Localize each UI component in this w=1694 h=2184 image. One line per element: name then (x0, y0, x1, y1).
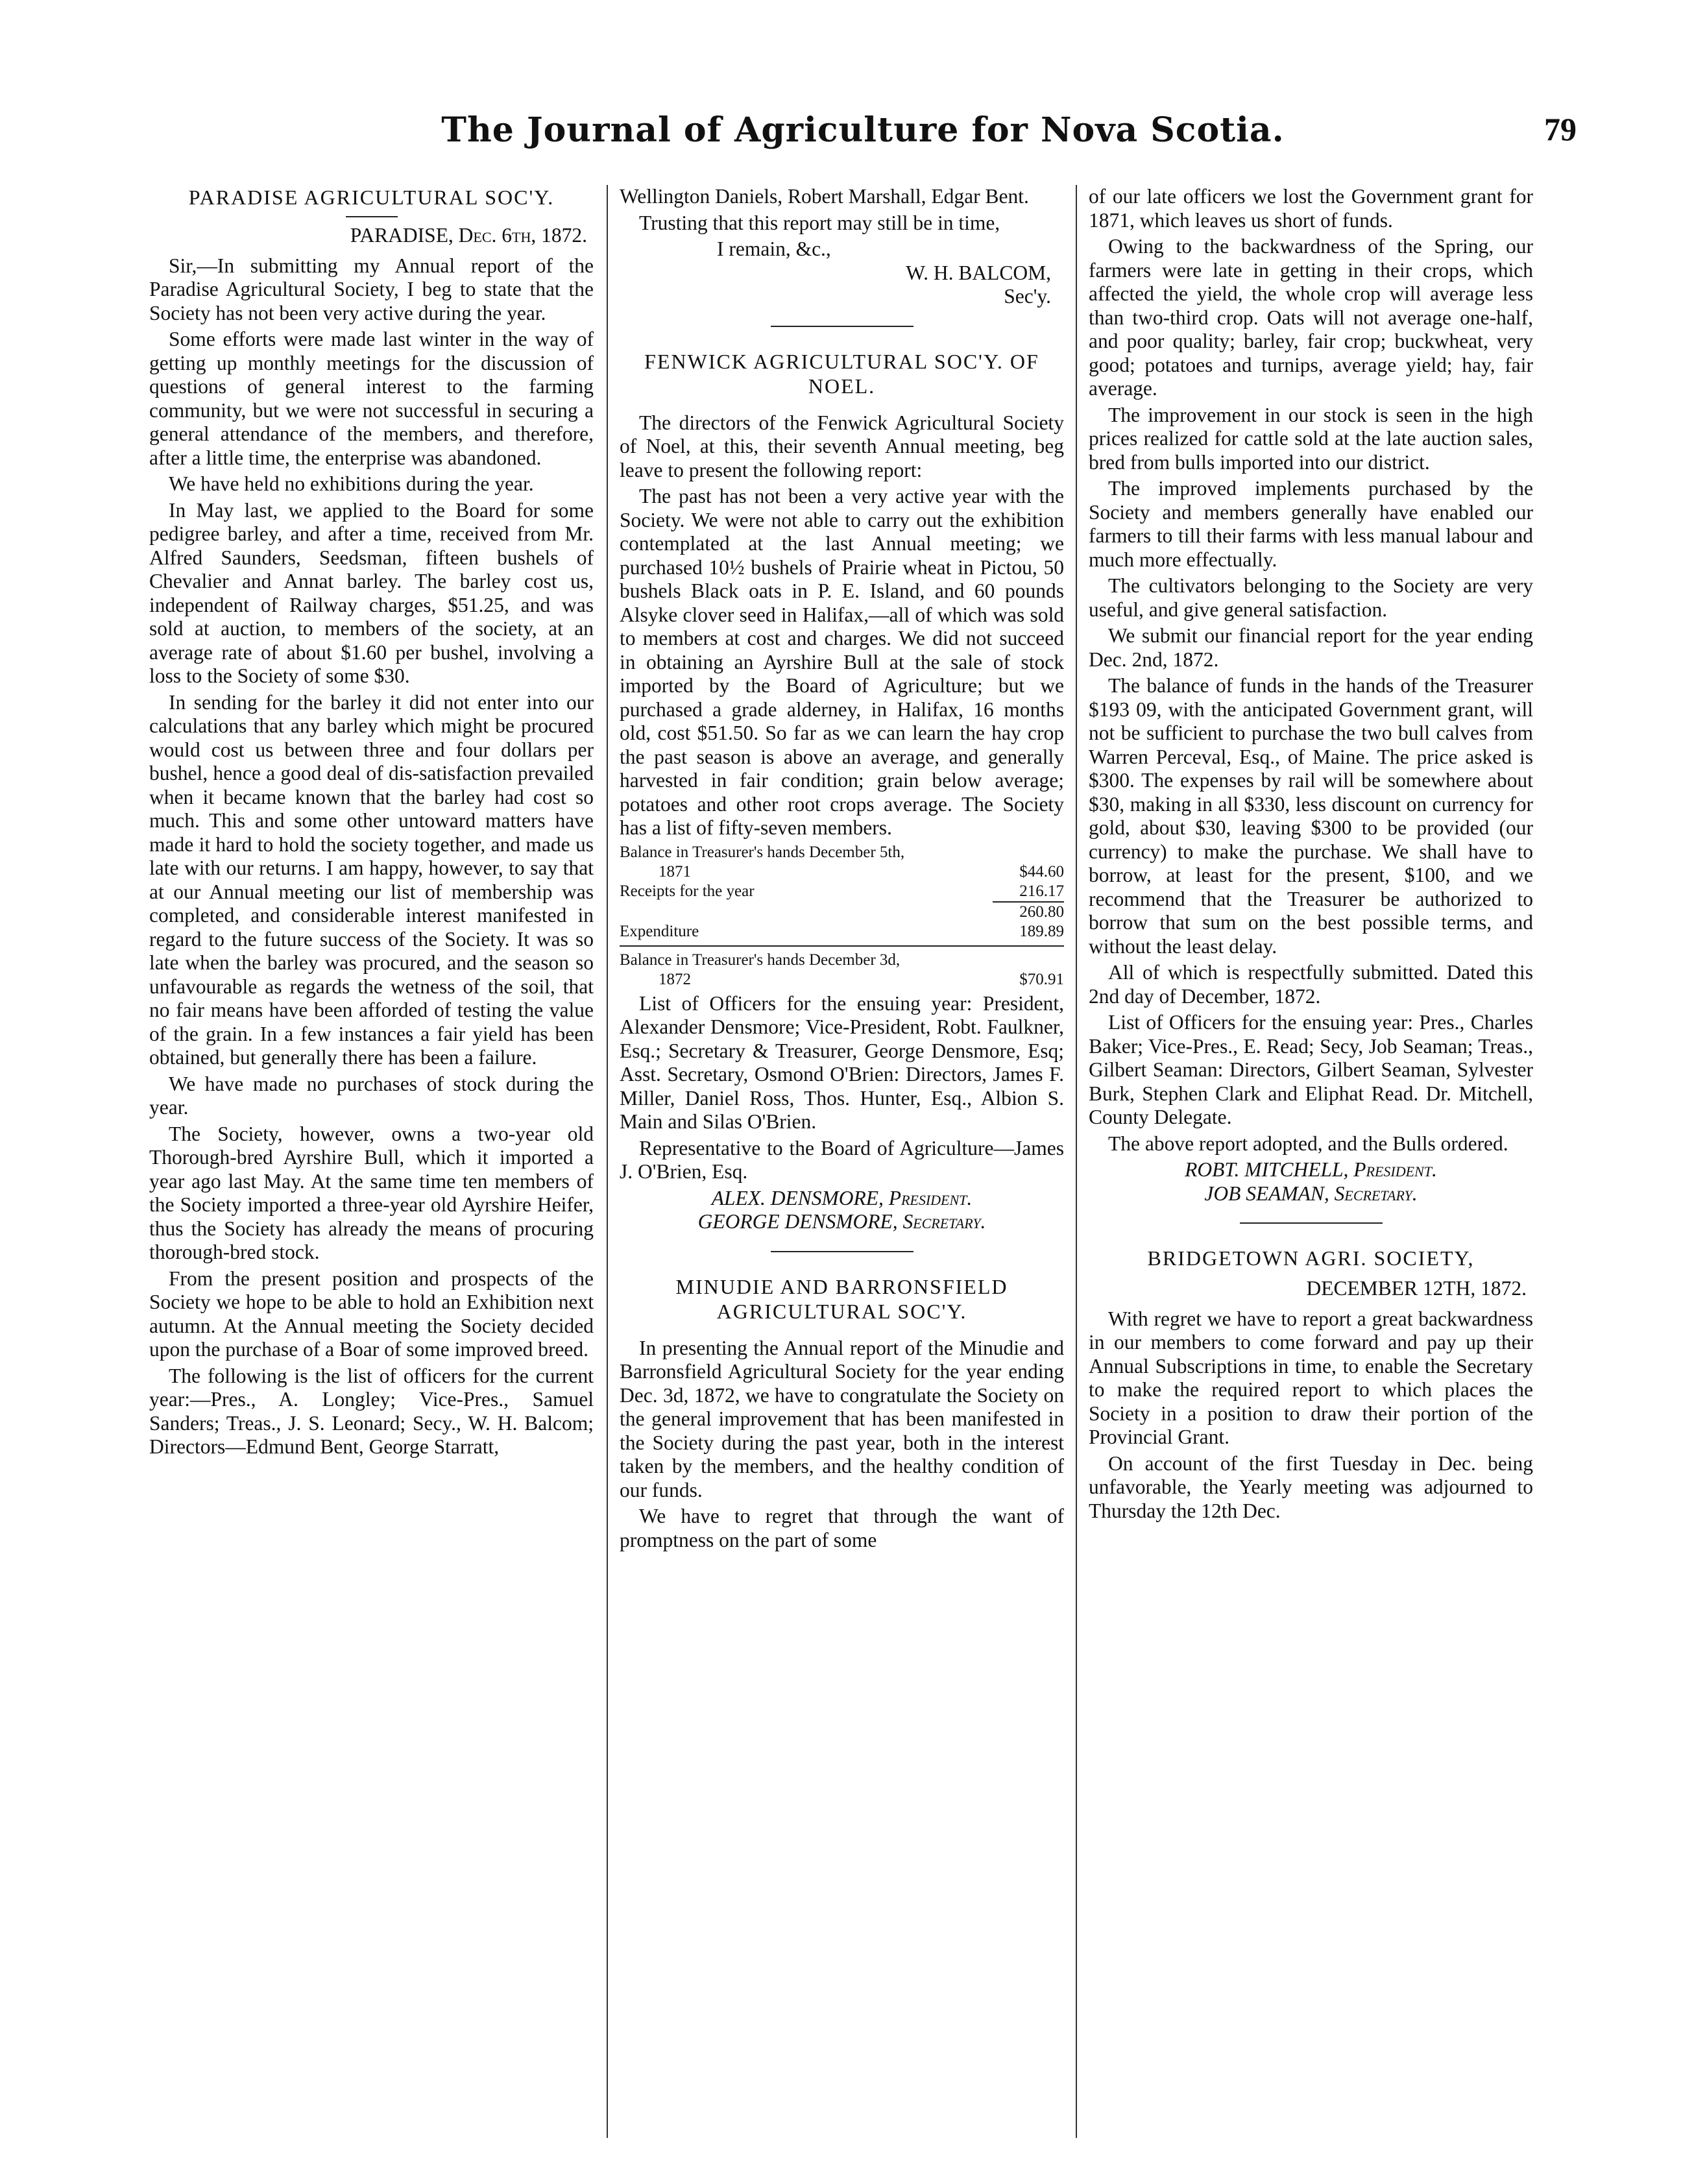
column-3 (1089, 185, 1533, 1525)
paragraph: We have made no purchases of stock during the year. (149, 1072, 594, 1119)
signature-secretary: GEORGE DENSMORE, Secretary. (697, 1210, 986, 1233)
paragraph: Wellington Daniels, Robert Marshall, Edgar Bent. (620, 185, 1029, 208)
paragraph: In sending for the barley it did not enter into our calculations that any barley which might be procured would cost us between three and four dollars per bushel, hence a good deal of dis-satisfaction prevailed when it became known that the barley had cost so much. This and some other untoward matters have made it hard to hold the society together, and made us late with our returns. I am happy, however, to say that at our Annual meeting our list of membership was completed, and considerable interest manifested in regard to the future success of the Society. It was so late when the barley was procured, and the season so unfavourable as regards the wetness of the soil, that no fair means have been afforded of testing the value of the grain. In a few instances a fair yield has been obtained, but generally there has been a failure. (149, 690, 594, 1069)
page-number: 79 (1544, 111, 1577, 147)
paragraph: With regret we have to report a great backwardness in our members to come forward and pay up their Annual Subscriptions in time, to enable the Secretary to make the required report to which places the Society in a position to draw their portion of the Provincial Grant. (1089, 1307, 1533, 1448)
paragraph: We submit our financial report for the year ending Dec. 2nd, 1872. (1089, 624, 1533, 671)
paragraph: From the present position and prospects of the Society we hope to be able to hold an Exhibition next autumn. At the Annual meeting the Society decided upon the purchase of a Boar of some improved breed. (149, 1267, 594, 1361)
paragraph: The past has not been a very active year with the Society. We were not able to carry out the exhibition contemplated at the last Annual meeting; we purchased 10½ bushels of Prairie wheat in Pictou, 50 bushels Black oats in P. E. Island, and 60 pounds Alsyke clover seed in Halifax,—all of which was sold to members at cost and charges. We did not succeed in obtaining an Ayrshire Bull at the sale of stock imported by the Board of Agriculture; but we purchased a grade alderney, in Halifax, 16 months old, cost $51.50. So far as we can learn the hay crop the past season is above an average, and generally harvested in fair condition; grain below average; potatoes and other root crops average. The Society has a list of fifty-seven members. (620, 485, 1064, 839)
signature-name: W. H. BALCOM, (906, 261, 1051, 284)
fin-year: 1871 (659, 862, 691, 880)
paragraph: The cultivators belonging to the Society are very useful, and give general satisfaction. (1089, 574, 1533, 621)
fin-amount: $44.60 (1019, 862, 1064, 880)
fin-row (620, 922, 1064, 941)
column-2 (620, 185, 1064, 1555)
dateline: PARADISE, Dec. 6th, 1872. (350, 224, 587, 247)
paragraph: The following is the list of officers for the current year:—Pres., A. Longley; Vice-Pres., Samuel Sanders; Treas., J. S. Leonard; Secy., W. H. Balcom; Directors—Edmund Bent, George Starratt, (149, 1364, 594, 1458)
fin-amount: 216.17 (1019, 882, 1064, 900)
fin-row (620, 882, 1064, 901)
paragraph: Some efforts were made last winter in the way of getting up monthly meetings for the discussion of questions of general interest to the farming community, but we were not successful in securing a general attendance of the members, and therefore, after a little time, the enterprise was abandoned. (149, 328, 594, 469)
paragraph: of our late officers we lost the Government grant for 1871, which leaves us short of funds. (1089, 185, 1533, 232)
fin-row (620, 862, 1064, 882)
signature-president: ROBT. MITCHELL, President. (1185, 1158, 1437, 1181)
paragraph: List of Officers for the ensuing year: President, Alexander Densmore; Vice-President, Robt. Faulkner, Esq.; Secretary & Treasurer, George Densmore, Esq; Asst. Secretary, Osmond O'Brien: Directors, James F. Miller, Daniel Ross, Thos. Hunter, Esq., Albion S. Main and Silas O'Brien. (620, 991, 1064, 1133)
fin-year: 1872 (659, 970, 691, 988)
paragraph: Representative to the Board of Agriculture—James J. O'Brien, Esq. (620, 1136, 1064, 1183)
section-heading-paradise: PARADISE AGRICULTURAL SOC'Y. (188, 186, 555, 209)
section-heading-fenwick: FENWICK AGRICULTURAL SOC'Y. OF NOEL. (644, 349, 1039, 398)
paragraph: The improvement in our stock is seen in the high prices realized for cattle sold at the late auction sales, bred from bulls imported into our district. (1089, 403, 1533, 474)
section-heading-minudie: MINUDIE AND BARRONSFIELD AGRICULTURAL SOC'Y. (675, 1274, 1008, 1323)
paragraph: We have to regret that through the want of promptness on the part of some (620, 1505, 1064, 1551)
paragraph: The directors of the Fenwick Agricultural Society of Noel, at this, their seventh Annual meeting, beg leave to present the following report: (620, 411, 1064, 481)
section-rule (771, 1251, 914, 1252)
signature-title: Sec'y. (1004, 285, 1051, 308)
fin-row (620, 970, 1064, 989)
fin-label: Balance in Treasurer's hands December 5th, (620, 843, 905, 861)
column-divider (1076, 185, 1077, 2138)
section-heading-bridgetown: BRIDGETOWN AGRI. SOCIETY, (1147, 1246, 1475, 1270)
paragraph: Trusting that this report may still be in time, (639, 211, 1000, 234)
column-divider (607, 185, 608, 2138)
paragraph: All of which is respectfully submitted. Dated this 2nd day of December, 1872. (1089, 961, 1533, 1008)
paragraph: We have held no exhibitions during the year. (169, 472, 534, 495)
paragraph: Owing to the backwardness of the Spring, our farmers were late in getting in their crops, which affected the yield, the whole crop will average less than two-third crop. Oats will not average one-half, and poor quality; barley, fair crop; buckwheat, very good; potatoes and turnips, average yield; hay, fair average. (1089, 235, 1533, 400)
fin-total: 260.80 (993, 901, 1064, 922)
fin-label: Receipts for the year (620, 882, 755, 900)
dateline: DECEMBER 12TH, 1872. (1306, 1277, 1527, 1300)
paragraph: On account of the first Tuesday in Dec. being unfavorable, the Yearly meeting was adjourned to Thursday the 12th Dec. (1089, 1451, 1533, 1522)
section-rule (771, 326, 914, 327)
paragraph: Sir,—In submitting my Annual report of the Paradise Agricultural Society, I beg to state that the Society has not been very active during the year. (149, 254, 594, 324)
signature-secretary: JOB SEAMAN, Secretary. (1204, 1182, 1418, 1205)
paragraph: In presenting the Annual report of the Minudie and Barronsfield Agricultural Society for the year ending Dec. 3d, 1872, we have to congratulate the Society on the general improvement that has been manifested in the Society during the past year, both in the interest taken by the members, and the healthy condition of our funds. (620, 1336, 1064, 1501)
paragraph: The above report adopted, and the Bulls ordered. (1108, 1132, 1508, 1155)
fin-label: Balance in Treasurer's hands December 3d, (620, 945, 1064, 970)
paragraph: List of Officers for the ensuing year: Pres., Charles Baker; Vice-Pres., E. Read; Secy, Job Seaman; Treas., Gilbert Seaman: Directors, Gilbert Seaman, Sylvester Burk, Stephen Clark and Eliphat Read. Dr. Mitchell, County Delegate. (1089, 1011, 1533, 1128)
fin-amount: 189.89 (1019, 922, 1064, 940)
financial-statement (620, 843, 1064, 989)
fin-amount: $70.91 (1019, 970, 1064, 988)
paragraph: In May last, we applied to the Board for some pedigree barley, and after a time, received from Mr. Alfred Saunders, Seedsman, fifteen bushels of Chevalier and Annat barley. The barley cost us, independent of Railway charges, $51.25, and was sold at auction, to members of the society, at an average rate of about $1.60 per bushel, involving a loss to the Society of some $30. (149, 498, 594, 687)
page-header (156, 110, 1577, 162)
fin-label: Expenditure (620, 922, 699, 940)
journal-title: The Journal of Agriculture for Nova Scotia. (441, 110, 1285, 150)
closing-remain: I remain, &c., (717, 237, 831, 260)
section-rule (1240, 1222, 1383, 1224)
signature-president: ALEX. DENSMORE, President. (711, 1186, 973, 1209)
paragraph: The Society, however, owns a two-year old Thorough-bred Ayrshire Bull, which it imported a year ago last May. At the same time ten members of the Society imported a three-year old Ayrshire Heifer, thus the Society has already the means of procuring thorough-bred stock. (149, 1122, 594, 1263)
paragraph: The improved implements purchased by the Society and members generally have enabled our farmers to till their farms with less manual labour and much more effectually. (1089, 477, 1533, 571)
paragraph: The balance of funds in the hands of the Treasurer $193 09, with the anticipated Government grant, will not be sufficient to purchase the two bull calves from Warren Perceval, Esq., of Maine. The price asked is $300. The expenses by rail will be somewhere about $30, making in all $330, less discount on currency for gold, about $30, leaving $300 to be provided (our currency) to make the purchase. We shall have to borrow, at least for the present, $100, and we recommend that the Treasurer be authorized to borrow that sum on the best possible terms, and without the least delay. (1089, 674, 1533, 958)
column-1 (149, 185, 594, 1462)
short-rule (346, 216, 398, 217)
